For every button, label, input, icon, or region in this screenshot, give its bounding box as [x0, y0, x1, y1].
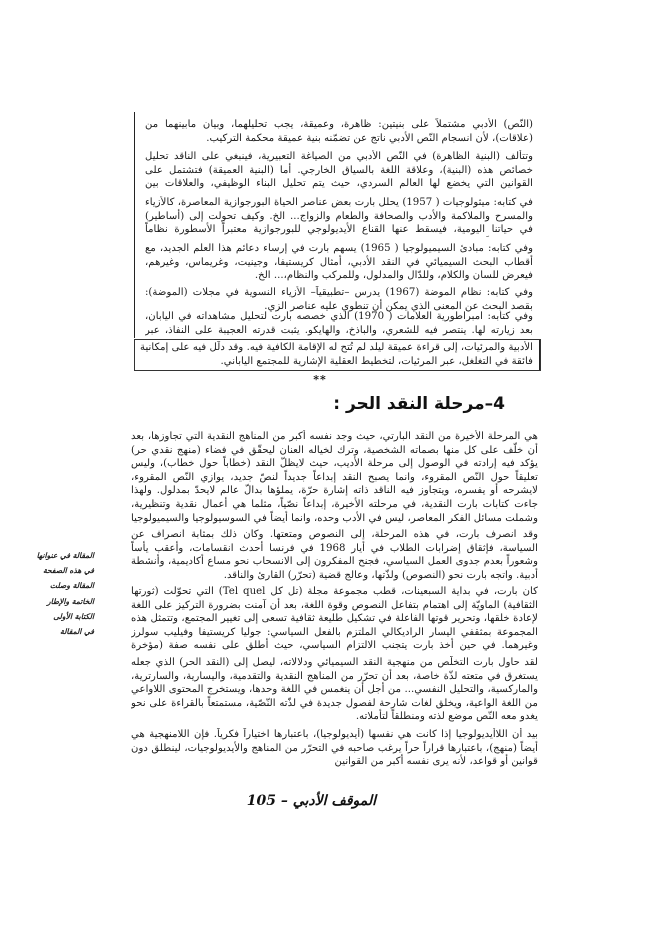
margin-note-line: المقالة وصلت [49, 581, 94, 591]
paragraph-12: بيد أن اللاأيديولوجيا إذا كانت هي نفسها (أيديولوجيا)، باعتبارها اختياراً فكرياً. فإن اللامنهجية هي أيضاً (منهج)، باعتبارها قراراً حراً يرغب صاحبه في التحرّر من المناهج والأيديولوجيات، لينطلق دون قوانين أو قواعد، لأنه يرى نفسه أكبر من القوانين [131, 729, 538, 768]
paragraph-4: وفي كتابه: مبادئ السيميولوجيا ( 1965) يسهم بارت في إرساء دعائم هذا العلم الجديد، مع أقطاب البحث السيميائي في النقد الأدبي، أمثال كريستيفا، وجينيت، وغريماس، وغيرهم، فيعرض للسان والكلام، وللدّال والمدلول، وللمركب والنظام،... الخ. [145, 243, 533, 282]
journal-name: الموقف الأدبي [292, 793, 376, 809]
margin-note-line: في المقالة [60, 627, 94, 637]
paragraph-11: لقد حاول بارت التخلّص من منهجية النقد السيميائي ودلالاته، ليصل إلى (النقد الحر) الذي جعله يستغرق في متعته لذّة خاصة، بعد أن تحرّر من المناهج النقدية والتقدمية، واليسارية، والسارترية، والماركسية، والتحليل النفسي... من أجل أن ينغمس في اللغة وحدها، ويستخرج المحتوى اللاواعي من اللغة الواعية، ويخلق لغات شارحة لفصول جديدة في لذّته النّصّية، مستمتعاً بالقراءة على نحو يغدو معه النّص موضع لذته ومنطلقاً لتأملاته. [131, 657, 538, 723]
column-rule-top [134, 112, 135, 338]
margin-note-line: المقالة في عنوانها [36, 551, 94, 560]
page-number: – 105 [246, 793, 288, 809]
paragraph-8: هي المرحلة الأخيرة من النقد البارتي، حيث وجد نفسه أكبر من المناهج النقدية التي تجاوزها، بعد أن خلّف على كل منها بصماته الشخصية، وترك لخياله العنان ليحقّق في فضاء (منهج نقدي حر) يؤكد فيه إرادته في الوصول إلى مرحلة الأديب، حيث لايظلّ النقد (خطاباً حول خطاب)، وليس تعليقاً حول النّص المقروء، وانما يصبح النقد إبداعاً جديداً لنصّ جديد، يوازي النّص المقروء، لايشرحه أو يفسره، ويتجاوز فيه الناقد ذاته إشارة حرّة، يملؤها بدالّ عالم لايحدّ بمدلول. ولهذا جاءت كتابات بارت النقدية، في مرحلته الأخيرة، إبداعاً نصّياً، مثلما هي أعمال نقدية وتنظيرية، وشملت مسائل الفكر المعاصر، ليس في الأدب وحده، وانما أيضاً في السوسيولوجيا والسيميولوجيا [131, 431, 538, 524]
paragraph-5: وفي كتابه: نظام الموضة (1967) يدرس –تطبيقياً– الأزياء النسوية في مجلات (الموضة): بقصد البحث عن المعنى الذي يمكن أن تنطوي عليه عناصر الزي. [145, 287, 533, 312]
margin-note-line: في هذه الصفحة [42, 566, 94, 576]
margin-handwritten-note [24, 548, 94, 639]
page-footer [186, 793, 376, 809]
paragraph-10: كان بارت، في بداية السبعينات، قطب مجموعة مجلة (تل كل Tel quel) التي تحوّلت (ثورتها الثقافية) الماويّة إلى اهتمام بتفاعل النصوص وقوة اللغة، بعد أن آمنت بضرورة التركيز على اللغة لإعادة خلقها، وتحرير قوتها الفاعلة في تشكيل طليعة ثقافية تسعى إلى تغيير المجتمع، وتتمثل هذه المجموعة بمثقفي اليسار الراديكالي الملتزم بالفعل السياسي: جوليا كريستيفا وفيليب سولرز وغيرهما. في حين أخذ بارت يتجنب الالتزام السياسي، حيث أطلق على نفسه صفة (مؤخرة [131, 586, 538, 652]
paragraph-6: وفي كتابه: امبراطورية العلامات ( 1970) الذي خصصه بارت لتحليل مشاهداته في اليابان، بعد زيارته لها. ينتصر فيه للشعري، والباذخ، والهايكو. يثبت قدرته العجيبة على النفاذ، عبر [145, 311, 533, 336]
section-heading: 4–مرحلة النقد الحر : [333, 394, 505, 414]
margin-note-line: الكتابة الأولى [53, 611, 94, 621]
paragraph-7: الأدبية والمرئيات، إلى قراءة عميقة ليلد لم تُتح له الإقامة الكافية فيه. وقد دلّل فيه على إمكانية فائقة في التغلغل، عبر المرئيات، لتخطيط العقلية الإشارية للمجتمع الياباني. [140, 342, 533, 367]
margin-note-line: الخاتمة والإطار [47, 596, 94, 606]
paragraph-1: (النّص) الأدبي مشتملاً على بنيتين: ظاهرة، وعميقة، يجب تحليلهما، وبيان مابينهما من (علاقات)، لأن انسجام النّص الأدبي ناتج عن تضمّنه بنية عميقة محكمة التركيب. [145, 119, 533, 144]
paragraph-3: في كتابه: ميثولوجيات ( 1957) يحلل بارت بعض عناصر الحياة البورجوازية المعاصرة، كالأزياء والمسرح والملاكمة والأدب والصحافة والطعام والزواج... الخ. وكيف تحولت إلى (أساطير) في حياتنا اليومية، فيسقط عنها القناع الأيديولوجي للبورجوازية معتبراً الأسطورة نظاماً [145, 197, 533, 236]
paragraph-2: وتتألف (البنية الظاهرة) في النّص الأدبي من الصياغة التعبيرية، فينبغي على الناقد تحليل خصائص هذه (البنية)، وعلاقة اللغة بالسياق الخارجي. أما (البنية العميقة) فتشتمل على القوانين التي يخضع لها العالم السردي، حيث يتم تحليل البناء الوظيفي، والعلاقات بين [145, 151, 533, 190]
paragraph-9: وقد انصرف بارت، في هذه المرحلة، إلى النصوص ومتعتها. وكان ذلك بمثابة انصراف عن السياسة، فإثقاق إضرابات الطلاب في أيار 1968 في فرنسا أحدث انقسامات، وأعقب يأساً وشعوراً بعدم جدوى العمل السياسي، فجنح المفكرون إلى الانسحاب نحو مساع أكاديمية، وأنشطة أدبية. واتجه بارت نحو (النصوص) ولذّتها، وعالج قضية (تحرّر) القارئ والناقد. [131, 529, 538, 581]
section-separator-stars: ** [313, 373, 327, 386]
